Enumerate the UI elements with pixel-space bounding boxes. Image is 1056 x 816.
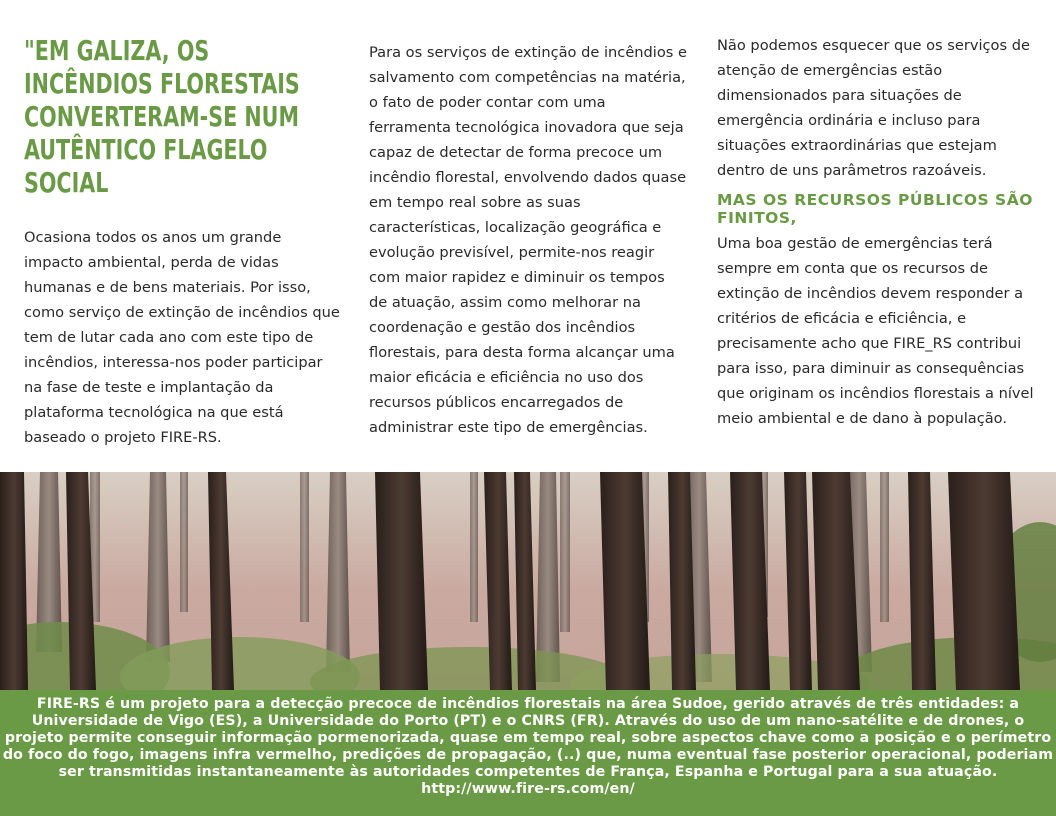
- column-middle: [369, 40, 687, 440]
- headline: "EM GALIZA, OS INCÊNDIOS FLORESTAIS CONVERTERAM-SE NUM AUTÊNTICO FLAGELO SOCIAL: [24, 34, 300, 199]
- forest-illustration: [0, 472, 1056, 690]
- footer-banner: [0, 690, 1056, 816]
- col3-paragraph-2: Uma boa gestão de emergências terá sempre em conta que os recursos de extinção de incêndios devem responder a critérios de eficácia e eficiência, e precisamente acho que FIRE_RS contribui para isso, para diminuir as consequências que originam os incêndios florestais a nível meio ambiental e de dano à população.: [717, 235, 1034, 427]
- footer-text: FIRE-RS é um projeto para a detecção precoce de incêndios florestais na área Sudoe, gerido através de três entidades: a Universidade de Vigo (ES), a Universidade do Porto (PT) e o CNRS (FR). Através do uso de um nano-satélite e de drones, o projeto permite conseguir informação pormenorizada, quase em tempo real, sobre aspectos chave como a posição e o perímetro do foco do fogo, imagens infra vermelho, predições de propagação, (..) que, numa eventual fase posterior operacional, poderiam ser transmitidas instantaneamente às autoridades competentes de França, Espanha e Portugal para a sua atuação.: [2, 696, 1054, 780]
- col1-paragraph: Ocasiona todos os anos um grande impacto ambiental, perda de vidas humanas e de bens materiais. Por isso, como serviço de extinção de incêndios que tem de lutar cada ano com este tipo de incêndios, interessa-nos poder participar na fase de teste e implantação da plataforma tecnológica na que está baseado o projeto FIRE-RS.: [24, 229, 340, 446]
- col2-paragraph: Para os serviços de extinção de incêndios e salvamento com competências na matéria, o fato de poder contar com uma ferramenta tecnológica inovadora que seja capaz de detectar de forma precoce um incêndio florestal, envolvendo dados quase em tempo real sobre as suas características, localização geográfica e evolução previsível, permite-nos reagir com maior rapidez e diminuir os tempos de atuação, assim como melhorar na coordenação e gestão dos incêndios florestais, para desta forma alcançar uma maior eficácia e eficiência no uso dos recursos públicos encarregados de administrar este tipo de emergências.: [369, 44, 688, 436]
- footer-link[interactable]: http://www.fire-rs.com/en/: [421, 781, 635, 797]
- forest-photo: [0, 472, 1056, 690]
- column-left: [24, 34, 344, 450]
- column-right: [717, 33, 1042, 431]
- col3-subheading: MAS OS RECURSOS PÚBLICOS SÃO FINITOS,: [717, 191, 1033, 227]
- col3-paragraph-1: Não podemos esquecer que os serviços de atenção de emergências estão dimensionados para situações de emergência ordinária e incluso para situações extraordinárias que estejam dentro de uns parâmetros razoáveis.: [717, 37, 1030, 179]
